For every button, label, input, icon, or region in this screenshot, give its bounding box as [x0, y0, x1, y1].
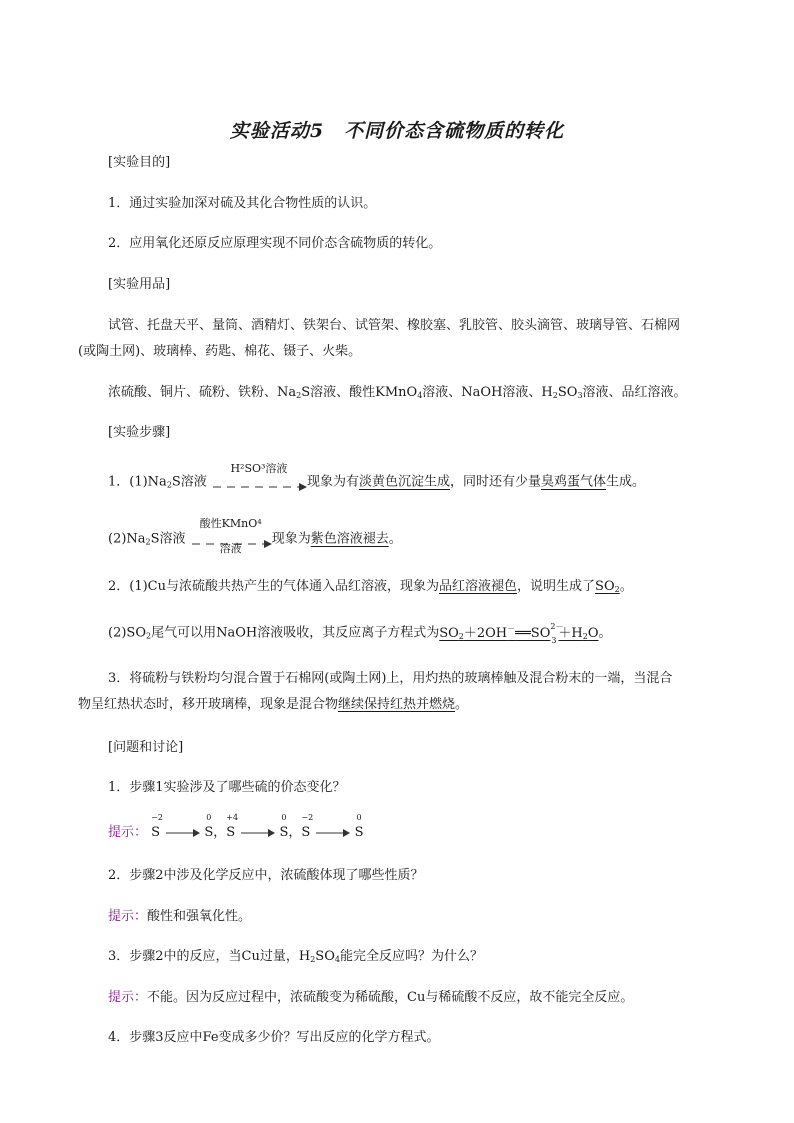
- subscript: 2: [145, 537, 151, 547]
- subscript: 2: [614, 585, 620, 594]
- arrow-right-icon: [164, 828, 200, 838]
- step-text: 物呈红热状态时，移开玻璃棒，现象是混合物: [78, 697, 339, 712]
- subscript: 2: [310, 955, 316, 964]
- answer-underlined: 紫色溶液褪去: [310, 531, 389, 547]
- page-title: 实验活动5 不同价态含硫物质的转化: [229, 120, 565, 142]
- question-2: 2．步骤2中涉及化学反应中，浓硫酸体现了哪些性质？: [108, 868, 424, 883]
- valence: −2: [151, 813, 163, 822]
- materials-line-2: (或陶土网)、玻璃棒、药匙、棉花、镊子、火柴。: [78, 344, 362, 359]
- reagents-line: [108, 384, 687, 402]
- formula: ══SO: [515, 625, 551, 641]
- step-3-line-1: 3．将硫粉与铁粉均匀混合置于石棉网(或陶土网)上，用灼热的玻璃棒触及混合粉末的一端，当混合: [108, 671, 673, 686]
- reagents-sub: 2: [552, 391, 558, 400]
- arrow-condition-bottom: 溶液: [219, 542, 242, 555]
- hint-label: 提示：: [108, 909, 148, 924]
- answer-underlined: 继续保持红热并燃烧: [338, 697, 456, 712]
- charge-bottom: 3: [551, 636, 557, 645]
- step-text: ，同时还有少量: [449, 474, 541, 490]
- answer-underlined: 淡黄色沉淀生成: [358, 474, 450, 490]
- reaction-arrow: [190, 517, 272, 555]
- reagents-d: SO: [557, 385, 578, 400]
- formula: O: [587, 625, 599, 641]
- section-materials: [实验用品]: [108, 277, 171, 292]
- ion-charge: [550, 622, 564, 645]
- step-text: (2)Na: [108, 531, 146, 547]
- element: S: [204, 825, 214, 840]
- step-text: 。: [388, 531, 402, 547]
- question-4: 4．步骤3反应中Fe变成多少价？写出反应的化学方程式。: [108, 1030, 440, 1045]
- sulfur-0: [279, 813, 289, 842]
- element: S: [354, 825, 364, 840]
- question-3: [108, 948, 483, 966]
- reaction-arrow: [211, 462, 307, 491]
- valence: 0: [206, 813, 212, 822]
- step-text: 。: [598, 625, 612, 641]
- charge-top: 2－: [550, 622, 564, 631]
- reagents-e: 溶液、品红溶液。: [582, 385, 687, 400]
- arrow-condition: H²SO³溶液: [230, 462, 288, 475]
- question-text: SO: [315, 949, 335, 964]
- formula: ＋2OH: [463, 625, 508, 641]
- answer-1: [108, 813, 364, 842]
- step-text: 。: [619, 579, 633, 594]
- hint-label: 提示：: [108, 825, 148, 840]
- answer-underlined: 品红溶液褪色: [439, 579, 518, 594]
- step-text: 。: [455, 697, 469, 712]
- purpose-2: 2．应用氧化还原反应原理实现不同价态含硫物质的转化。: [108, 236, 442, 251]
- element: S: [301, 825, 311, 840]
- reagents-b: S溶液、酸性KMnO: [301, 385, 418, 400]
- question-text: 能完全反应吗？为什么？: [339, 949, 483, 964]
- reagents-sub: 3: [577, 391, 583, 400]
- valence: −2: [301, 813, 314, 822]
- step-text: 1．(1)Na: [108, 474, 167, 490]
- section-questions: [问题和讨论]: [108, 740, 184, 755]
- valence: +4: [226, 813, 239, 822]
- formula: SO: [439, 625, 459, 641]
- superscript: －: [507, 624, 516, 634]
- sulfur-0: [354, 813, 364, 842]
- section-steps: [实验步骤]: [108, 425, 171, 440]
- step-2-1: [108, 578, 633, 596]
- step-text: ，说明生成了: [517, 579, 596, 594]
- step-text: 现象为: [271, 531, 311, 547]
- reagents-a: 浓硫酸、铜片、硫粉、铁粉、Na: [108, 385, 297, 400]
- step-text: 2．(1)Cu与浓硫酸共热产生的气体通入品红溶液，现象为: [108, 579, 440, 594]
- answer-underlined: 臭鸡蛋气体: [541, 474, 607, 490]
- separator: ，: [213, 825, 227, 840]
- arrow-right-icon: [314, 828, 350, 838]
- step-text: 生成。: [606, 474, 646, 490]
- answer-2: [108, 908, 251, 926]
- answer-text: 酸性和强氧化性。: [147, 909, 252, 924]
- answer-text: 不能。因为反应过程中，浓硫酸变为稀硫酸，Cu与稀硫酸不反应，故不能完全反应。: [147, 990, 634, 1005]
- sulfur-plus4: [226, 813, 239, 842]
- subscript: 2: [582, 631, 588, 641]
- purpose-1: 1．通过实验加深对硫及其化合物性质的认识。: [108, 196, 377, 211]
- step-2-2: [108, 624, 612, 643]
- separator: ，: [288, 825, 302, 840]
- step-1-1: [108, 462, 646, 492]
- valence: 0: [281, 813, 287, 822]
- sulfur-minus2: [301, 813, 314, 842]
- formula: SO: [595, 579, 615, 594]
- sulfur-minus2: [151, 813, 163, 842]
- element: S: [226, 825, 236, 840]
- element: S: [279, 825, 289, 840]
- ionic-equation: [439, 622, 599, 645]
- arrow-right-icon: [239, 828, 275, 838]
- subscript: 4: [334, 955, 340, 964]
- reagents-c: 溶液、NaOH溶液、H: [422, 385, 553, 400]
- subscript: 2: [145, 631, 152, 641]
- reagents-sub: 4: [417, 391, 423, 400]
- valence: 0: [356, 813, 362, 822]
- step-3-line-2: [78, 696, 468, 714]
- step-text: 现象为有: [306, 474, 359, 490]
- answer-underlined: [595, 579, 620, 594]
- sulfur-0: [204, 813, 214, 842]
- hint-label: 提示：: [108, 990, 148, 1005]
- reagents-sub: 2: [296, 391, 302, 400]
- question-1: 1．步骤1实验涉及了哪些硫的价态变化？: [108, 780, 346, 795]
- step-text: S溶液: [150, 531, 186, 547]
- question-text: 3．步骤2中的反应，当Cu过量，H: [108, 949, 311, 964]
- materials-line-1: 试管、托盘天平、量筒、酒精灯、铁架台、试管架、橡胶塞、乳胶管、胶头滴管、玻璃导管、石棉网: [108, 318, 681, 333]
- formula: ＋H: [558, 625, 583, 641]
- step-1-2: [108, 517, 402, 555]
- step-text: S溶液: [171, 474, 207, 490]
- arrow-condition: 酸性KMnO⁴: [199, 517, 262, 530]
- subscript: 2: [458, 631, 464, 641]
- step-text: (2)SO: [108, 625, 146, 641]
- section-purpose: [实验目的]: [108, 155, 171, 170]
- element: S: [151, 825, 161, 840]
- answer-3: [108, 989, 633, 1007]
- dashed-arrow-icon: [211, 482, 307, 492]
- step-text: 尾气可以用NaOH溶液吸收，其反应离子方程式为: [151, 625, 440, 641]
- subscript: 2: [166, 480, 172, 490]
